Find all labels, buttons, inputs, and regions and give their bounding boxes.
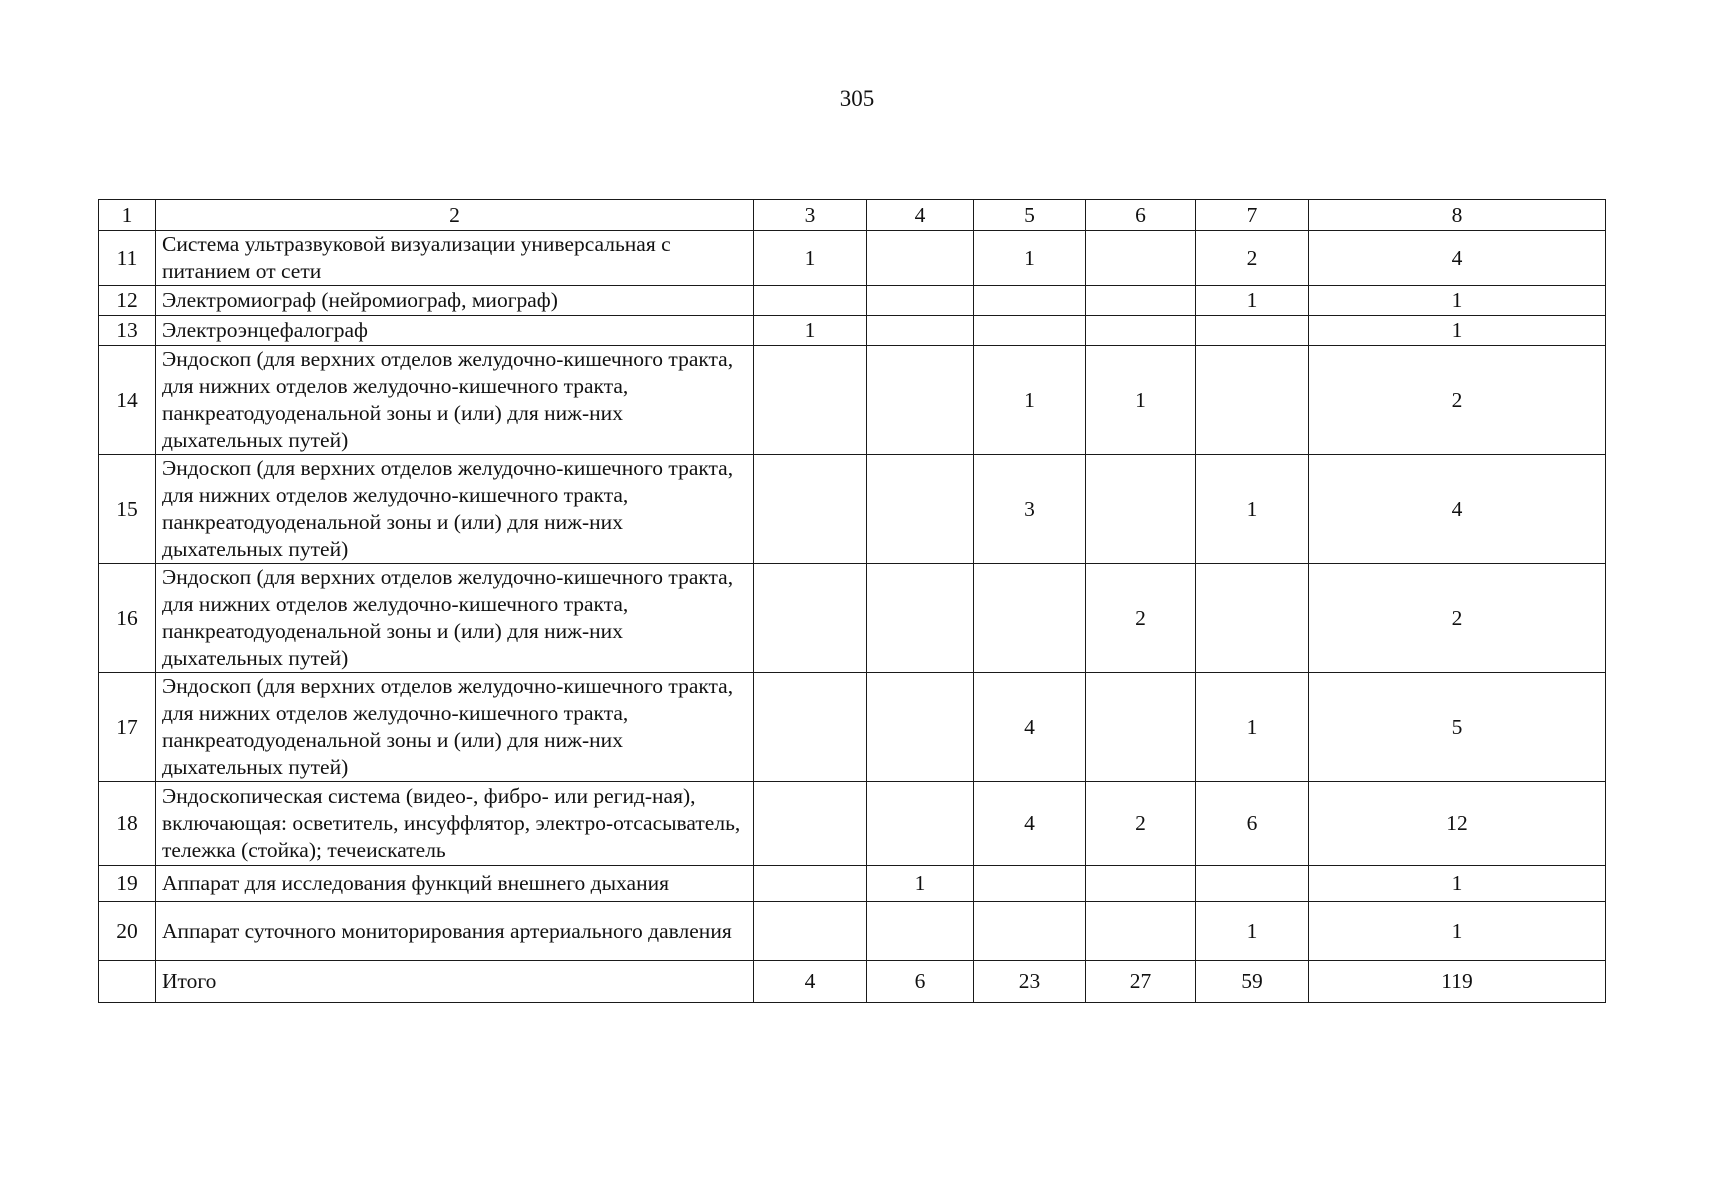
value-cell (754, 564, 867, 673)
value-cell: 1 (974, 346, 1086, 455)
value-cell: 6 (1196, 782, 1309, 866)
value-cell: 1 (1196, 455, 1309, 564)
row-number: 20 (99, 902, 156, 961)
value-cell: 1 (1309, 866, 1606, 902)
value-cell (974, 866, 1086, 902)
value-cell: 6 (867, 961, 974, 1003)
value-cell (867, 316, 974, 346)
value-cell: 4 (974, 673, 1086, 782)
value-cell: 23 (974, 961, 1086, 1003)
column-header: 8 (1309, 200, 1606, 231)
column-header: 6 (1086, 200, 1196, 231)
equipment-table (98, 199, 1606, 1003)
value-cell: 4 (974, 782, 1086, 866)
value-cell: 27 (1086, 961, 1196, 1003)
value-cell (1086, 316, 1196, 346)
value-cell (1196, 346, 1309, 455)
value-cell: 4 (1309, 455, 1606, 564)
value-cell (867, 231, 974, 286)
item-name: Эндоскоп (для верхних отделов желудочно-кишечного тракта, для нижних отделов желудочно-кишечного тракта, панкреатодуоденальной зоны и (или) для ниж-них дыхательных путей) (156, 346, 754, 455)
value-cell: 4 (1309, 231, 1606, 286)
value-cell: 5 (1309, 673, 1606, 782)
value-cell: 1 (867, 866, 974, 902)
row-number: 12 (99, 286, 156, 316)
value-cell (867, 564, 974, 673)
value-cell (974, 286, 1086, 316)
value-cell: 1 (1309, 316, 1606, 346)
value-cell (754, 455, 867, 564)
value-cell (867, 286, 974, 316)
value-cell (754, 346, 867, 455)
column-header: 1 (99, 200, 156, 231)
table-row (99, 455, 1606, 564)
total-row (99, 961, 1606, 1003)
row-number (99, 961, 156, 1003)
column-header: 4 (867, 200, 974, 231)
table-row (99, 866, 1606, 902)
value-cell (867, 902, 974, 961)
item-name: Система ультразвуковой визуализации универсальная с питанием от сети (156, 231, 754, 286)
value-cell (867, 346, 974, 455)
value-cell: 2 (1086, 782, 1196, 866)
item-name: Аппарат для исследования функций внешнего дыхания (156, 866, 754, 902)
column-header: 3 (754, 200, 867, 231)
value-cell: 1 (1086, 346, 1196, 455)
row-number: 17 (99, 673, 156, 782)
value-cell (754, 866, 867, 902)
table-row (99, 902, 1606, 961)
table-row (99, 673, 1606, 782)
value-cell (974, 902, 1086, 961)
value-cell (1196, 564, 1309, 673)
row-number: 14 (99, 346, 156, 455)
value-cell (974, 316, 1086, 346)
table-row (99, 316, 1606, 346)
row-number: 11 (99, 231, 156, 286)
row-number: 19 (99, 866, 156, 902)
value-cell (1086, 455, 1196, 564)
value-cell (1086, 902, 1196, 961)
value-cell (867, 455, 974, 564)
item-name: Итого (156, 961, 754, 1003)
row-number: 15 (99, 455, 156, 564)
value-cell: 1 (754, 316, 867, 346)
value-cell (867, 782, 974, 866)
value-cell (974, 564, 1086, 673)
value-cell: 3 (974, 455, 1086, 564)
page-number: 305 (839, 86, 875, 111)
value-cell: 2 (1309, 564, 1606, 673)
table-row (99, 782, 1606, 866)
value-cell: 1 (974, 231, 1086, 286)
value-cell: 4 (754, 961, 867, 1003)
value-cell: 12 (1309, 782, 1606, 866)
item-name: Эндоскопическая система (видео-, фибро- или регид-ная), включающая: осветитель, инсуффлятор, электро-отсасыватель, тележка (стойка); течеискатель (156, 782, 754, 866)
value-cell: 1 (754, 231, 867, 286)
value-cell: 1 (1309, 286, 1606, 316)
row-number: 16 (99, 564, 156, 673)
value-cell (1196, 866, 1309, 902)
item-name: Эндоскоп (для верхних отделов желудочно-кишечного тракта, для нижних отделов желудочно-кишечного тракта, панкреатодуоденальной зоны и (или) для ниж-них дыхательных путей) (156, 455, 754, 564)
table-row (99, 231, 1606, 286)
value-cell: 2 (1309, 346, 1606, 455)
value-cell: 59 (1196, 961, 1309, 1003)
value-cell: 119 (1309, 961, 1606, 1003)
value-cell (1086, 866, 1196, 902)
value-cell (1086, 286, 1196, 316)
value-cell: 1 (1309, 902, 1606, 961)
column-header: 7 (1196, 200, 1309, 231)
column-header: 5 (974, 200, 1086, 231)
item-name: Эндоскоп (для верхних отделов желудочно-кишечного тракта, для нижних отделов желудочно-кишечного тракта, панкреатодуоденальной зоны и (или) для ниж-них дыхательных путей) (156, 564, 754, 673)
header-row (99, 200, 1606, 231)
item-name: Эндоскоп (для верхних отделов желудочно-кишечного тракта, для нижних отделов желудочно-кишечного тракта, панкреатодуоденальной зоны и (или) для ниж-них дыхательных путей) (156, 673, 754, 782)
value-cell: 1 (1196, 286, 1309, 316)
table-row (99, 564, 1606, 673)
value-cell (754, 782, 867, 866)
row-number: 13 (99, 316, 156, 346)
value-cell (754, 673, 867, 782)
value-cell: 2 (1196, 231, 1309, 286)
value-cell (1086, 231, 1196, 286)
item-name: Электроэнцефалограф (156, 316, 754, 346)
item-name: Аппарат суточного мониторирования артериального давления (156, 902, 754, 961)
row-number: 18 (99, 782, 156, 866)
column-header: 2 (156, 200, 754, 231)
table-row (99, 346, 1606, 455)
value-cell: 1 (1196, 902, 1309, 961)
item-name: Электромиограф (нейромиограф, миограф) (156, 286, 754, 316)
value-cell (1086, 673, 1196, 782)
table-row (99, 286, 1606, 316)
value-cell (754, 902, 867, 961)
value-cell (867, 673, 974, 782)
value-cell: 2 (1086, 564, 1196, 673)
value-cell: 1 (1196, 673, 1309, 782)
value-cell (1196, 316, 1309, 346)
value-cell (754, 286, 867, 316)
